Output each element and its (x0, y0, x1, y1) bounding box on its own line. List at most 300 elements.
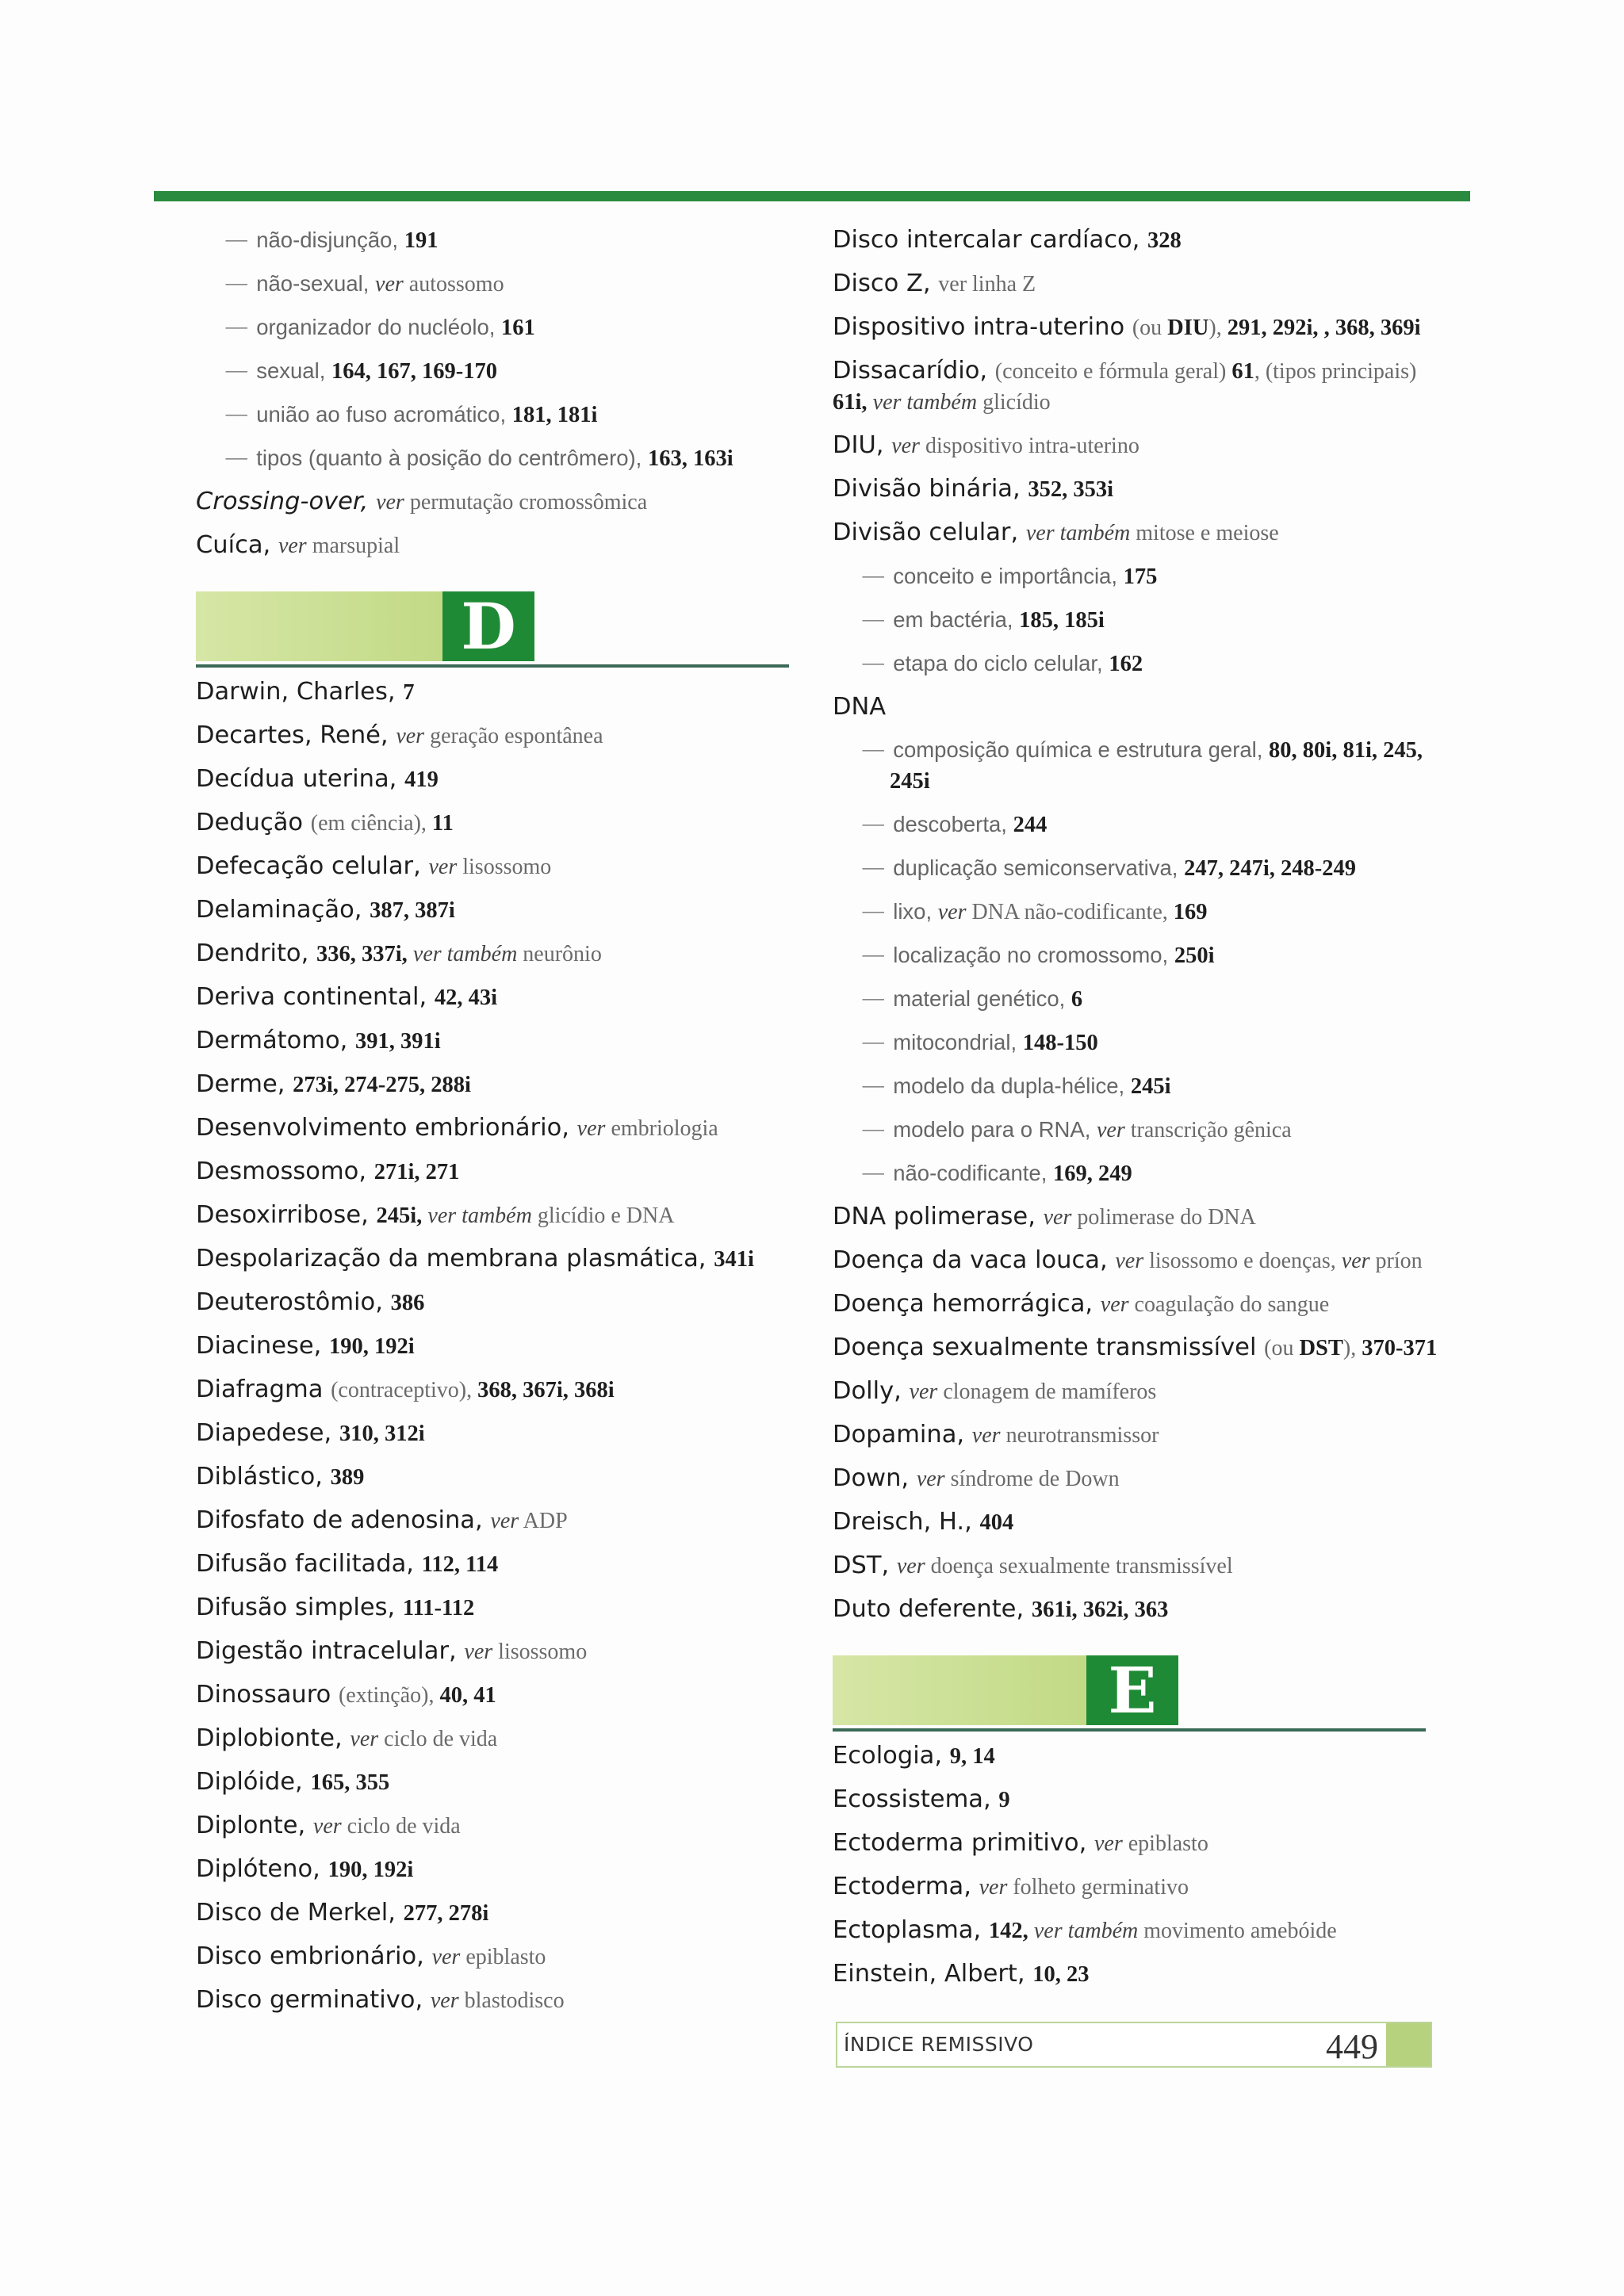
see-label: ver também (872, 390, 978, 415)
see-target: embriologia (605, 1116, 718, 1141)
index-term: Diplonte, (196, 1812, 313, 1839)
index-term: Ectoplasma, (833, 1916, 989, 1944)
index-term: Ectoderma primitivo, (833, 1829, 1094, 1857)
index-term: DNA polimerase, (833, 1203, 1044, 1230)
page-refs: 291, 292i, , 368, 369i (1227, 316, 1421, 340)
index-entry (196, 802, 799, 845)
see-label: ver também (427, 1203, 532, 1228)
see-label: ver (376, 490, 404, 515)
footer-label: ÍNDICE REMISSIVO (844, 2033, 1034, 2056)
see-target: lisossomo e doenças, (1143, 1249, 1342, 1273)
index-subentry (861, 1152, 1443, 1196)
index-subentry (861, 978, 1443, 1021)
section-header-e (833, 1655, 1443, 1735)
index-term: localização no cromossomo, (893, 943, 1174, 967)
page-refs: 387, 387i (370, 898, 455, 923)
index-term: não-disjunção, (256, 228, 404, 252)
index-entry (196, 1107, 799, 1150)
page-refs: 244 (1013, 813, 1048, 837)
see-target: folheto germinativo (1007, 1875, 1189, 1900)
page-refs: 7 (403, 680, 415, 705)
index-entry (196, 1848, 799, 1892)
see-label: ver (430, 1988, 459, 2013)
page-refs: 164, 167, 169-170 (331, 359, 497, 384)
index-entry (196, 1368, 799, 1412)
qualifier: ver linha Z (938, 272, 1036, 297)
index-subentry (224, 219, 799, 262)
index-subentry (861, 642, 1443, 686)
index-subentry (224, 306, 799, 350)
index-term: Ecossistema, (833, 1785, 999, 1813)
page-refs: 142, (988, 1919, 1034, 1943)
see-label: ver (1341, 1249, 1370, 1273)
dash: — (861, 985, 894, 1012)
section-band (196, 591, 442, 661)
index-entry (833, 1735, 1443, 1778)
dash: — (861, 606, 894, 633)
index-entry (196, 1935, 799, 1979)
see-target: mitose e meiose (1130, 521, 1279, 545)
index-entry (833, 306, 1443, 350)
see-label: ver (916, 1467, 945, 1491)
index-term: Doença da vaca louca, (833, 1246, 1116, 1274)
index-entry (833, 1239, 1443, 1283)
index-term: DNA (833, 693, 887, 721)
page-refs: 169 (1173, 900, 1208, 924)
index-term: Deriva continental, (196, 983, 435, 1011)
index-term: Derme, (196, 1070, 293, 1098)
page-refs: 419 (404, 767, 439, 792)
index-entry (196, 1412, 799, 1456)
dash: — (861, 1028, 894, 1056)
see-target: autossomo (403, 272, 504, 297)
page-refs: 277, 278i (403, 1901, 489, 1926)
see-target: doença sexualmente transmissível (925, 1554, 1233, 1578)
index-term: Dermátomo, (196, 1027, 356, 1054)
index-term: Cuíca, (196, 531, 278, 559)
see-target: síndrome de Down (944, 1467, 1120, 1491)
index-term: Defecação celular, (196, 852, 429, 880)
index-subentry (224, 437, 799, 480)
index-term: Dreisch, H., (833, 1508, 980, 1536)
index-entry (196, 1281, 799, 1325)
index-entry (833, 1588, 1443, 1632)
index-term: Difosfato de adenosina, (196, 1506, 491, 1534)
index-entry (833, 468, 1443, 511)
see-target: ciclo de vida (341, 1814, 461, 1839)
page-footer (836, 2022, 1432, 2068)
page-refs: 148-150 (1022, 1031, 1098, 1055)
page-refs: 328 (1147, 228, 1182, 253)
index-term: Divisão binária, (833, 475, 1028, 503)
page-refs: 273i, 274-275, 288i (293, 1073, 471, 1097)
page-refs: 6 (1071, 987, 1083, 1012)
index-term: união ao fuso acromático, (256, 402, 512, 427)
index-subentry (224, 262, 799, 306)
index-entry (196, 845, 799, 889)
see-label: ver (1043, 1205, 1072, 1230)
index-subentry (861, 555, 1443, 599)
see-target: dispositivo intra-uterino (919, 434, 1139, 458)
see-label: ver (428, 855, 458, 879)
qualifier: (contraceptivo), (331, 1378, 478, 1402)
index-term: em bactéria, (893, 607, 1020, 632)
dash: — (861, 649, 894, 677)
index-term: material genético, (893, 986, 1071, 1011)
page-refs: 245i, (376, 1203, 428, 1228)
see-label: ver (490, 1509, 519, 1533)
index-term: Diapedese, (196, 1419, 339, 1447)
index-subentry (861, 847, 1443, 890)
index-term: Divisão celular, (833, 519, 1026, 546)
see-target: epiblasto (460, 1945, 546, 1969)
index-entry (196, 524, 799, 568)
see-target: epiblasto (1122, 1831, 1208, 1856)
index-term: DST, (833, 1552, 897, 1579)
see-target: DNA não-codificante, (966, 900, 1174, 924)
abbrev: DIU (1167, 316, 1209, 340)
index-term: Crossing-over, (196, 488, 377, 515)
footer-tab (1386, 2023, 1431, 2066)
index-term: Doença sexualmente transmissível (833, 1334, 1265, 1361)
index-entry (833, 511, 1443, 555)
index-entry (196, 1892, 799, 1935)
index-term: Disco embrionário, (196, 1942, 432, 1970)
abbrev: DST (1299, 1336, 1343, 1360)
index-subentry (861, 890, 1443, 934)
index-term: modelo da dupla-hélice, (893, 1073, 1131, 1098)
dash: — (224, 270, 257, 297)
index-entry (833, 424, 1443, 468)
see-label: ver (1094, 1831, 1123, 1856)
page-refs: 40, 41 (439, 1683, 496, 1708)
index-entry (833, 1457, 1443, 1501)
index-entry (833, 219, 1443, 262)
index-subentry (861, 1108, 1443, 1152)
index-term: Dedução (196, 809, 311, 836)
index-term: Decartes, René, (196, 721, 396, 749)
page-refs: 391, 391i (355, 1029, 441, 1054)
page-refs: 271i, 271 (373, 1160, 460, 1184)
section-band (833, 1655, 1086, 1725)
index-entry (833, 1822, 1443, 1866)
index-entry (196, 671, 799, 714)
index-entry (833, 1778, 1443, 1822)
page-refs: 162 (1109, 652, 1143, 676)
see-label: ver (1100, 1292, 1129, 1317)
dash: — (861, 562, 894, 590)
index-entry (196, 1194, 799, 1238)
see-label: ver (464, 1640, 493, 1664)
index-entry (196, 1630, 799, 1674)
index-entry (833, 1196, 1443, 1239)
page-refs: 310, 312i (339, 1422, 425, 1446)
page-refs: 341i (714, 1247, 754, 1272)
index-entry (196, 480, 799, 524)
dash: — (861, 1072, 894, 1100)
index-subentry (861, 803, 1443, 847)
index-term: composição química e estrutura geral, (893, 737, 1270, 762)
page-refs: 361i, 362i, 363 (1031, 1598, 1169, 1622)
see-label: ver (375, 272, 404, 297)
qualifier: (extinção), (338, 1683, 440, 1708)
index-entry (833, 350, 1443, 424)
index-term: Despolarização da membrana plasmática, (196, 1245, 714, 1272)
page-refs: 185, 185i (1019, 608, 1105, 633)
index-entry (196, 1499, 799, 1543)
index-term: Diplóide, (196, 1768, 311, 1796)
qualifier: (conceito e fórmula geral) (994, 359, 1232, 384)
page-refs: 61 (1231, 359, 1254, 384)
index-term: Delaminação, (196, 896, 370, 924)
qualifier: (ou (1264, 1336, 1300, 1360)
index-term: descoberta, (893, 812, 1013, 836)
index-term: Diafragma (196, 1376, 331, 1403)
index-entry (196, 1063, 799, 1107)
index-term: Diplobionte, (196, 1724, 350, 1752)
see-target: geração espontânea (424, 724, 603, 748)
index-subentry (224, 350, 799, 393)
index-subentry (861, 729, 1443, 803)
index-entry (833, 1283, 1443, 1326)
index-entry (196, 1325, 799, 1368)
index-term: modelo para o RNA, (893, 1117, 1097, 1142)
see-target: permutação cromossômica (404, 490, 648, 515)
page-refs: 169, 249 (1053, 1161, 1132, 1186)
dash: — (861, 1115, 894, 1143)
page-refs: 10, 23 (1032, 1962, 1090, 1987)
see-label: ver (396, 724, 425, 748)
see-target: blastodisco (458, 1988, 565, 2013)
index-subentry (224, 393, 799, 437)
index-entry (196, 1456, 799, 1499)
index-subentry (861, 1021, 1443, 1065)
page-refs: 368, 367i, 368i (477, 1378, 615, 1402)
section-letter: D (442, 591, 534, 661)
page-refs: 181, 181i (511, 403, 598, 427)
page-refs: 352, 353i (1028, 477, 1114, 502)
see-target: lisossomo (457, 855, 552, 879)
page-refs: 42, 43i (434, 985, 498, 1010)
index-term: Dinossauro (196, 1681, 339, 1709)
index-term: Dopamina, (833, 1421, 972, 1448)
index-subentry (861, 934, 1443, 978)
index-term: não-sexual, (256, 271, 376, 296)
index-term: sexual, (256, 358, 331, 383)
index-entry (196, 1238, 799, 1281)
index-term: Dendrito, (196, 939, 316, 967)
index-term: lixo, (893, 899, 938, 924)
index-term: Difusão simples, (196, 1594, 403, 1621)
see-label: ver também (412, 942, 518, 966)
see-label: ver (576, 1116, 606, 1141)
index-term: organizador do nucléolo, (256, 315, 502, 339)
index-term: Desoxirribose, (196, 1201, 377, 1229)
page-refs: 370-371 (1362, 1336, 1438, 1360)
index-term: tipos (quanto à posição do centrômero), (256, 446, 648, 470)
index-term: conceito e importância, (893, 564, 1124, 588)
see-target: glicídio e DNA (531, 1203, 675, 1228)
index-entry (196, 932, 799, 976)
index-entry (196, 758, 799, 802)
index-term: Disco germinativo, (196, 1986, 431, 2014)
section-underline (196, 664, 789, 668)
index-term: Disco Z, (833, 270, 939, 297)
qualifier: ), (1208, 316, 1228, 340)
page-refs: 250i (1174, 943, 1215, 968)
see-label: ver (896, 1554, 925, 1578)
index-column-right (833, 219, 1443, 1996)
page-refs: 190, 192i (329, 1334, 415, 1359)
see-label: ver (971, 1423, 1001, 1448)
see-target: ciclo de vida (378, 1727, 498, 1751)
index-entry (196, 1979, 799, 2022)
index-entry (833, 1544, 1443, 1588)
index-term: Ecologia, (833, 1742, 950, 1770)
index-term: Doença hemorrágica, (833, 1290, 1101, 1318)
dash: — (861, 1159, 894, 1187)
index-entry (833, 1501, 1443, 1544)
qualifier: , (tipos principais) (1254, 359, 1417, 384)
page-refs: 111-112 (402, 1596, 475, 1621)
page-refs: 80, 80i, 81i, 245, 245i (890, 738, 1423, 794)
page-refs: 11 (431, 811, 454, 836)
index-term: Digestão intracelular, (196, 1637, 465, 1665)
index-term: Down, (833, 1464, 917, 1492)
index-term: não-codificante, (893, 1161, 1053, 1185)
dash: — (861, 736, 894, 763)
page-refs: 389 (330, 1465, 365, 1490)
index-term: Dispositivo intra-uterino (833, 313, 1132, 341)
page-refs: 112, 114 (421, 1552, 499, 1577)
index-entry (833, 1866, 1443, 1909)
index-term: Dolly, (833, 1377, 910, 1405)
index-term: Ectoderma, (833, 1873, 979, 1900)
dash: — (224, 226, 257, 254)
see-target: clonagem de mamíferos (937, 1380, 1157, 1404)
dash: — (861, 854, 894, 882)
see-label: ver (431, 1945, 461, 1969)
page-refs: 175 (1123, 564, 1158, 589)
see-target: transcrição gênica (1124, 1118, 1292, 1142)
index-term: Einstein, Albert, (833, 1960, 1033, 1988)
see-target: marsupial (306, 534, 400, 558)
index-entry (833, 1326, 1443, 1370)
page-refs: 404 (979, 1510, 1014, 1535)
index-entry (196, 1761, 799, 1804)
dash: — (224, 444, 257, 472)
see-label: ver (278, 534, 307, 558)
index-term: Disco intercalar cardíaco, (833, 226, 1148, 254)
index-entry (833, 1909, 1443, 1953)
index-term: Darwin, Charles, (196, 678, 404, 706)
index-term: mitocondrial, (893, 1030, 1023, 1054)
index-term: Desenvolvimento embrionário, (196, 1114, 577, 1142)
page-refs: 386 (390, 1291, 425, 1315)
see-target: polimerase do DNA (1071, 1205, 1256, 1230)
index-entry (833, 1953, 1443, 1996)
index-subentry (861, 599, 1443, 642)
index-entry (196, 889, 799, 932)
index-subentry (861, 1065, 1443, 1108)
page-refs: 247, 247i, 248-249 (1184, 856, 1356, 881)
index-term: Difusão facilitada, (196, 1550, 422, 1578)
section-underline (833, 1728, 1426, 1732)
index-entry (196, 1804, 799, 1848)
dash: — (861, 810, 894, 838)
page-refs: 163, 163i (647, 446, 733, 471)
page-refs: 61i, (833, 390, 873, 415)
see-label: ver (891, 434, 920, 458)
index-term: DIU, (833, 431, 892, 459)
see-label: ver (979, 1875, 1008, 1900)
page-refs: 161 (501, 316, 535, 340)
index-term: etapa do ciclo celular, (893, 651, 1109, 675)
index-entry (196, 1543, 799, 1586)
index-entry (196, 1674, 799, 1717)
index-column-left (196, 219, 799, 2022)
index-entry (196, 1020, 799, 1063)
see-target: ADP (519, 1509, 568, 1533)
index-term: Decídua uterina, (196, 765, 405, 793)
see-target: glicídio (977, 390, 1051, 415)
page-refs: 165, 355 (310, 1770, 390, 1795)
dash: — (861, 941, 894, 969)
top-rule (154, 191, 1470, 201)
index-entry (196, 1150, 799, 1194)
see-label: ver (350, 1727, 379, 1751)
section-letter: E (1086, 1655, 1178, 1725)
index-entry (833, 686, 1443, 729)
see-label: ver também (1025, 521, 1131, 545)
see-label: ver (909, 1380, 938, 1404)
index-term: Diblástico, (196, 1463, 331, 1490)
dash: — (224, 400, 257, 428)
see-target: príon (1369, 1249, 1423, 1273)
see-target: coagulação do sangue (1128, 1292, 1330, 1317)
qualifier: ), (1342, 1336, 1362, 1360)
index-term: Disco de Merkel, (196, 1899, 404, 1927)
dash: — (224, 357, 257, 385)
index-term: Deuterostômio, (196, 1288, 391, 1316)
see-label: ver (312, 1814, 342, 1839)
index-entry (833, 1414, 1443, 1457)
see-target: lisossomo (492, 1640, 588, 1664)
page-refs: 336, 337i, (316, 942, 413, 966)
see-target: movimento amebóide (1138, 1919, 1337, 1943)
index-entry (833, 1370, 1443, 1414)
index-term: Diacinese, (196, 1332, 330, 1360)
page-refs: 191 (404, 228, 439, 253)
page-refs: 9, 14 (949, 1744, 995, 1769)
page-refs: 245i (1130, 1074, 1171, 1099)
index-term: Desmossomo, (196, 1158, 374, 1185)
qualifier: (ou (1132, 316, 1168, 340)
dash: — (224, 313, 257, 341)
see-target: neurônio (517, 942, 602, 966)
index-entry (196, 976, 799, 1020)
index-term: Diplóteno, (196, 1855, 328, 1883)
section-header-d (196, 591, 799, 671)
index-term: Duto deferente, (833, 1595, 1032, 1623)
see-label: ver (1097, 1118, 1125, 1142)
dash: — (861, 897, 894, 925)
see-label: ver (1115, 1249, 1144, 1273)
qualifier: (em ciência), (310, 811, 432, 836)
see-label: ver (937, 900, 967, 924)
index-entry (833, 262, 1443, 306)
index-entry (196, 714, 799, 758)
